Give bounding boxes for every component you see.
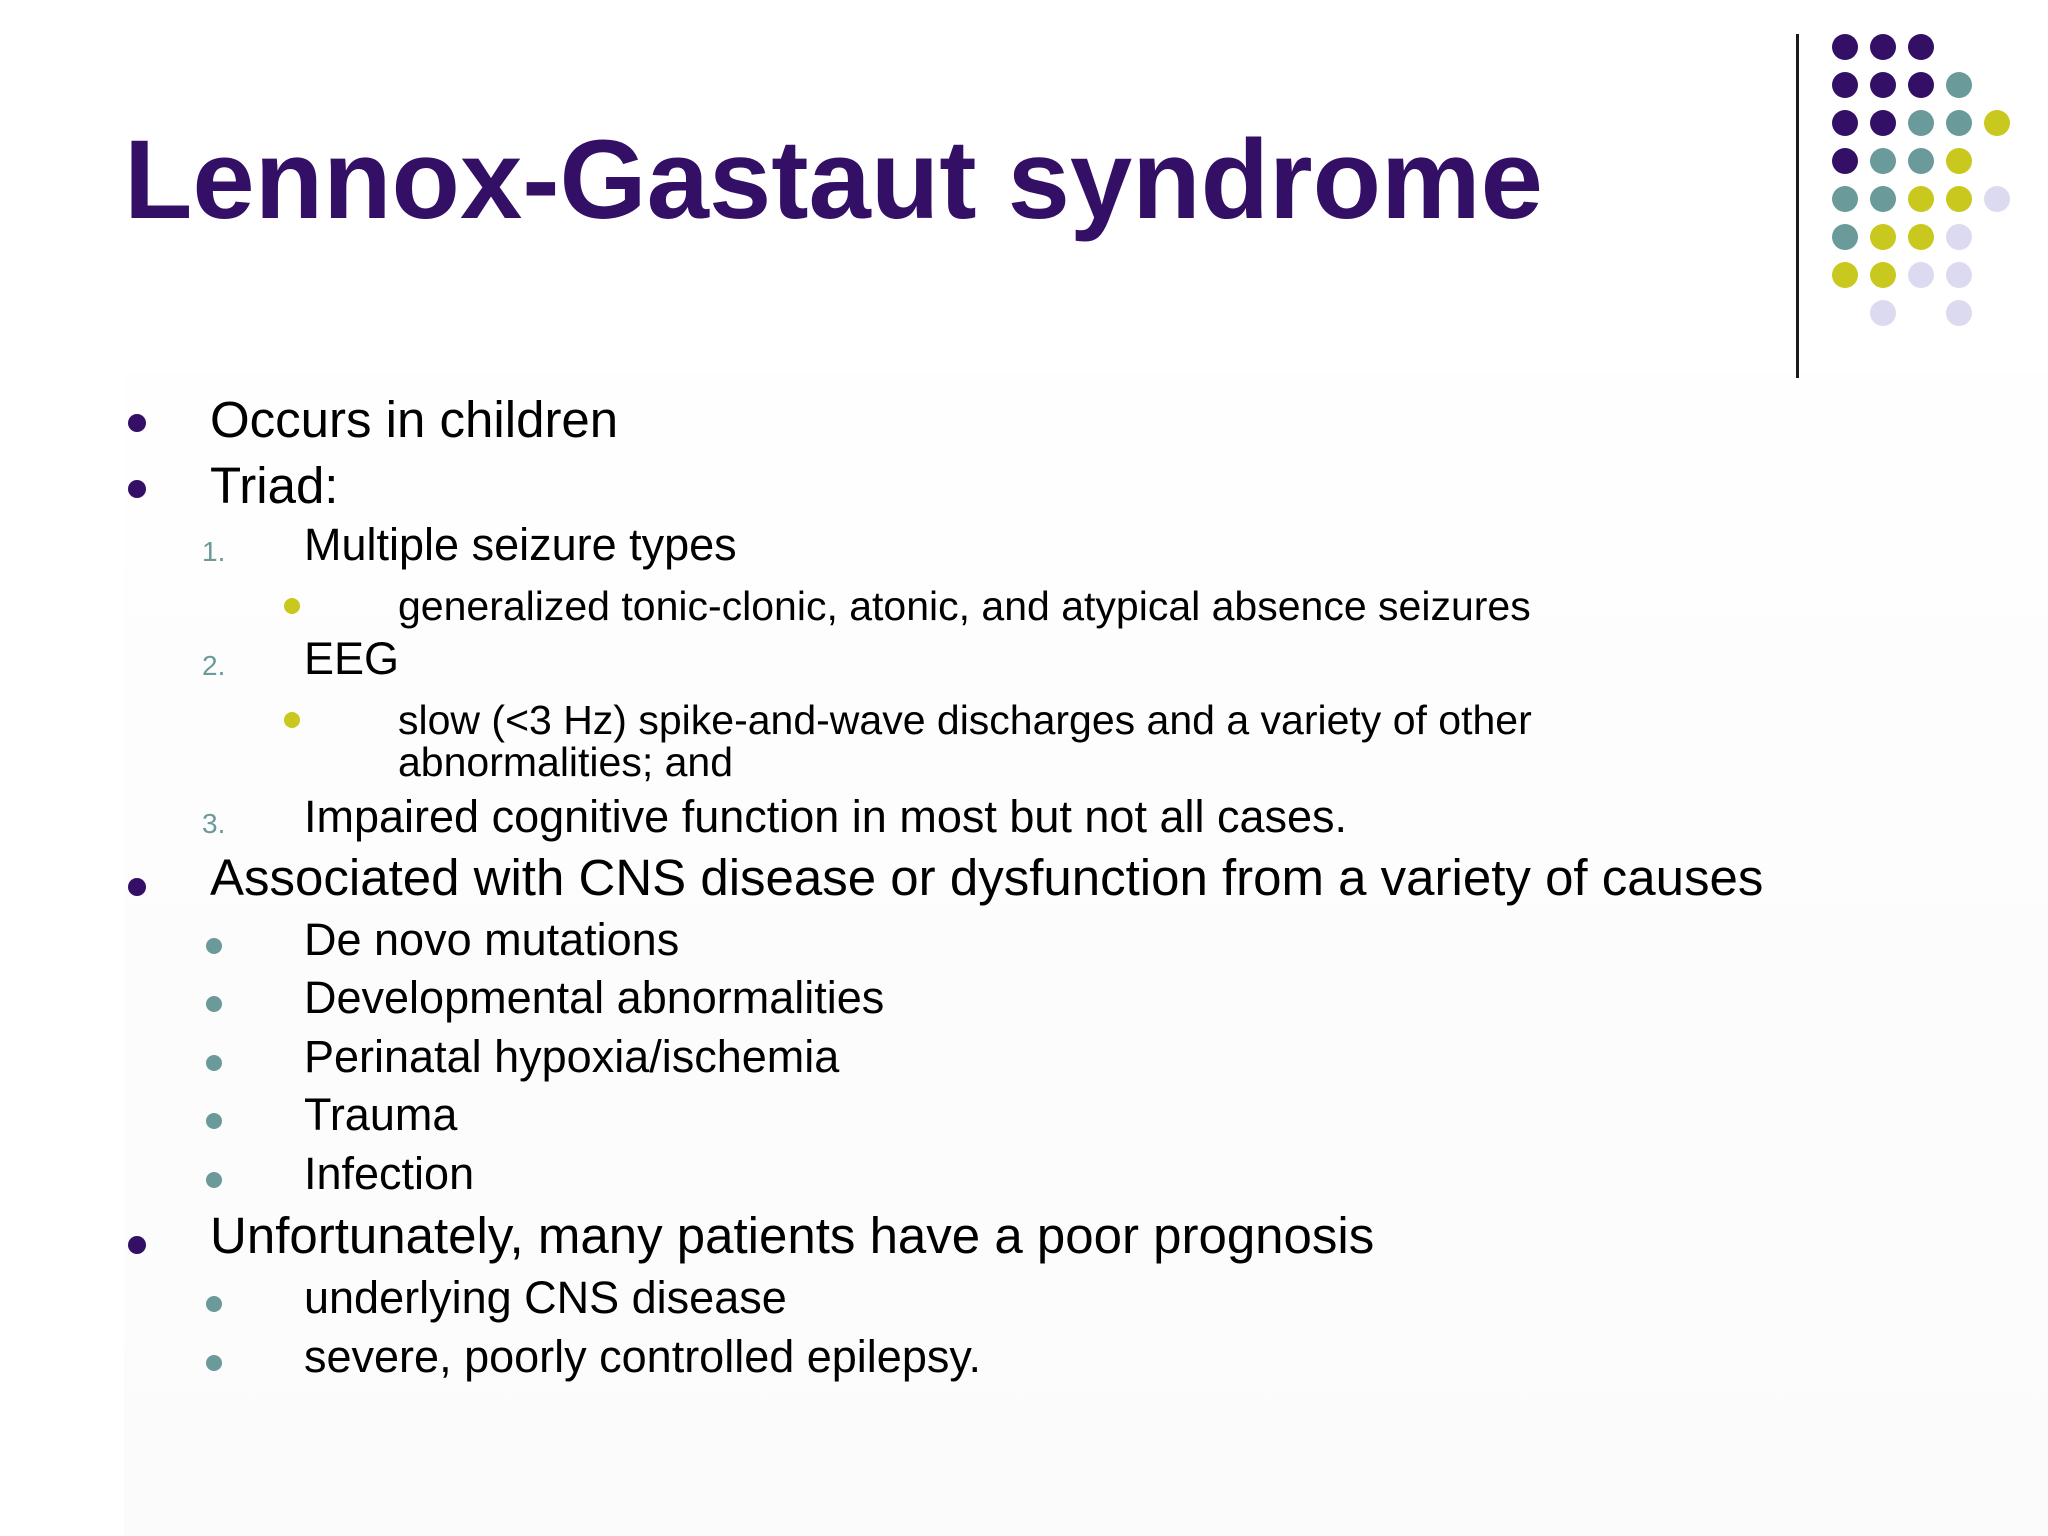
triad-item-eeg: EEG (304, 633, 400, 684)
decor-dot (1946, 148, 1972, 174)
bullet-associated-with-cns-disease: Associated with CNS disease or dysfunction from a variety of causes (210, 849, 1764, 906)
triad-item-multiple-seizure-types: Multiple seizure types (304, 519, 737, 570)
triad-number: 1. (202, 536, 226, 567)
decor-dot (1946, 262, 1972, 288)
bullet-dot (206, 1113, 222, 1129)
decor-dot (1870, 224, 1896, 250)
decor-dot (1832, 148, 1858, 174)
eeg-detail-line1: slow (<3 Hz) spike-and-wave discharges and a variety of other (398, 697, 1532, 743)
decor-dot (1908, 34, 1934, 60)
triad-item-impaired-cognitive-function: Impaired cognitive function in most but not all cases. (304, 791, 1348, 842)
decor-dot (1870, 148, 1896, 174)
decor-dot (1946, 72, 1972, 98)
decor-dot (1908, 186, 1934, 212)
slide-title: Lennox-Gastaut syndrome (124, 117, 1543, 242)
bullet-poor-prognosis: Unfortunately, many patients have a poor prognosis (210, 1207, 1375, 1264)
bullet-dot (128, 414, 146, 432)
decorative-divider-line (1796, 34, 1799, 378)
eeg-detail-line2: abnormalities; and (398, 739, 734, 785)
decor-dot (1908, 72, 1934, 98)
prognosis-item: severe, poorly controlled epilepsy. (304, 1331, 982, 1382)
bullet-dot (128, 480, 146, 498)
bullet-dot (206, 938, 222, 954)
decor-dot (1832, 34, 1858, 60)
decor-dot (1870, 34, 1896, 60)
bullet-dot (206, 1172, 222, 1188)
cause-item: De novo mutations (304, 914, 680, 965)
decor-dot (1984, 110, 2010, 136)
decor-dot (1984, 186, 2010, 212)
decor-dot (1908, 110, 1934, 136)
decor-dot (1946, 300, 1972, 326)
decor-dot (1832, 72, 1858, 98)
bullet-dot (206, 1355, 222, 1371)
cause-item: Perinatal hypoxia/ischemia (304, 1031, 840, 1082)
bullet-dot (206, 1055, 222, 1071)
decor-dot (1832, 110, 1858, 136)
decor-dot (1832, 186, 1858, 212)
prognosis-item: underlying CNS disease (304, 1272, 787, 1323)
bullet-dot (284, 712, 300, 728)
decor-dot (1908, 148, 1934, 174)
seizure-types-detail: generalized tonic-clonic, atonic, and atypical absence seizures (398, 583, 1531, 629)
triad-number: 2. (202, 650, 226, 681)
decor-dot (1870, 300, 1896, 326)
triad-number: 3. (202, 808, 226, 839)
decor-dot (1870, 262, 1896, 288)
cause-item: Developmental abnormalities (304, 972, 885, 1023)
decor-dot (1908, 262, 1934, 288)
bullet-dot (128, 1236, 146, 1254)
decor-dot (1946, 186, 1972, 212)
decor-dot (1832, 262, 1858, 288)
bullet-dot (128, 878, 146, 896)
cause-item: Trauma (304, 1089, 458, 1140)
bullet-dot (206, 1296, 222, 1312)
bullet-dot (284, 598, 300, 614)
decor-dot (1870, 110, 1896, 136)
decor-dot (1946, 224, 1972, 250)
decor-dot (1870, 72, 1896, 98)
bullet-dot (206, 996, 222, 1012)
decor-dot (1870, 186, 1896, 212)
decor-dot (1946, 110, 1972, 136)
bullet-occurs-in-children: Occurs in children (210, 391, 619, 448)
decor-dot (1832, 224, 1858, 250)
decor-dot (1908, 224, 1934, 250)
bullet-triad: Triad: (210, 457, 339, 514)
cause-item: Infection (304, 1148, 475, 1199)
